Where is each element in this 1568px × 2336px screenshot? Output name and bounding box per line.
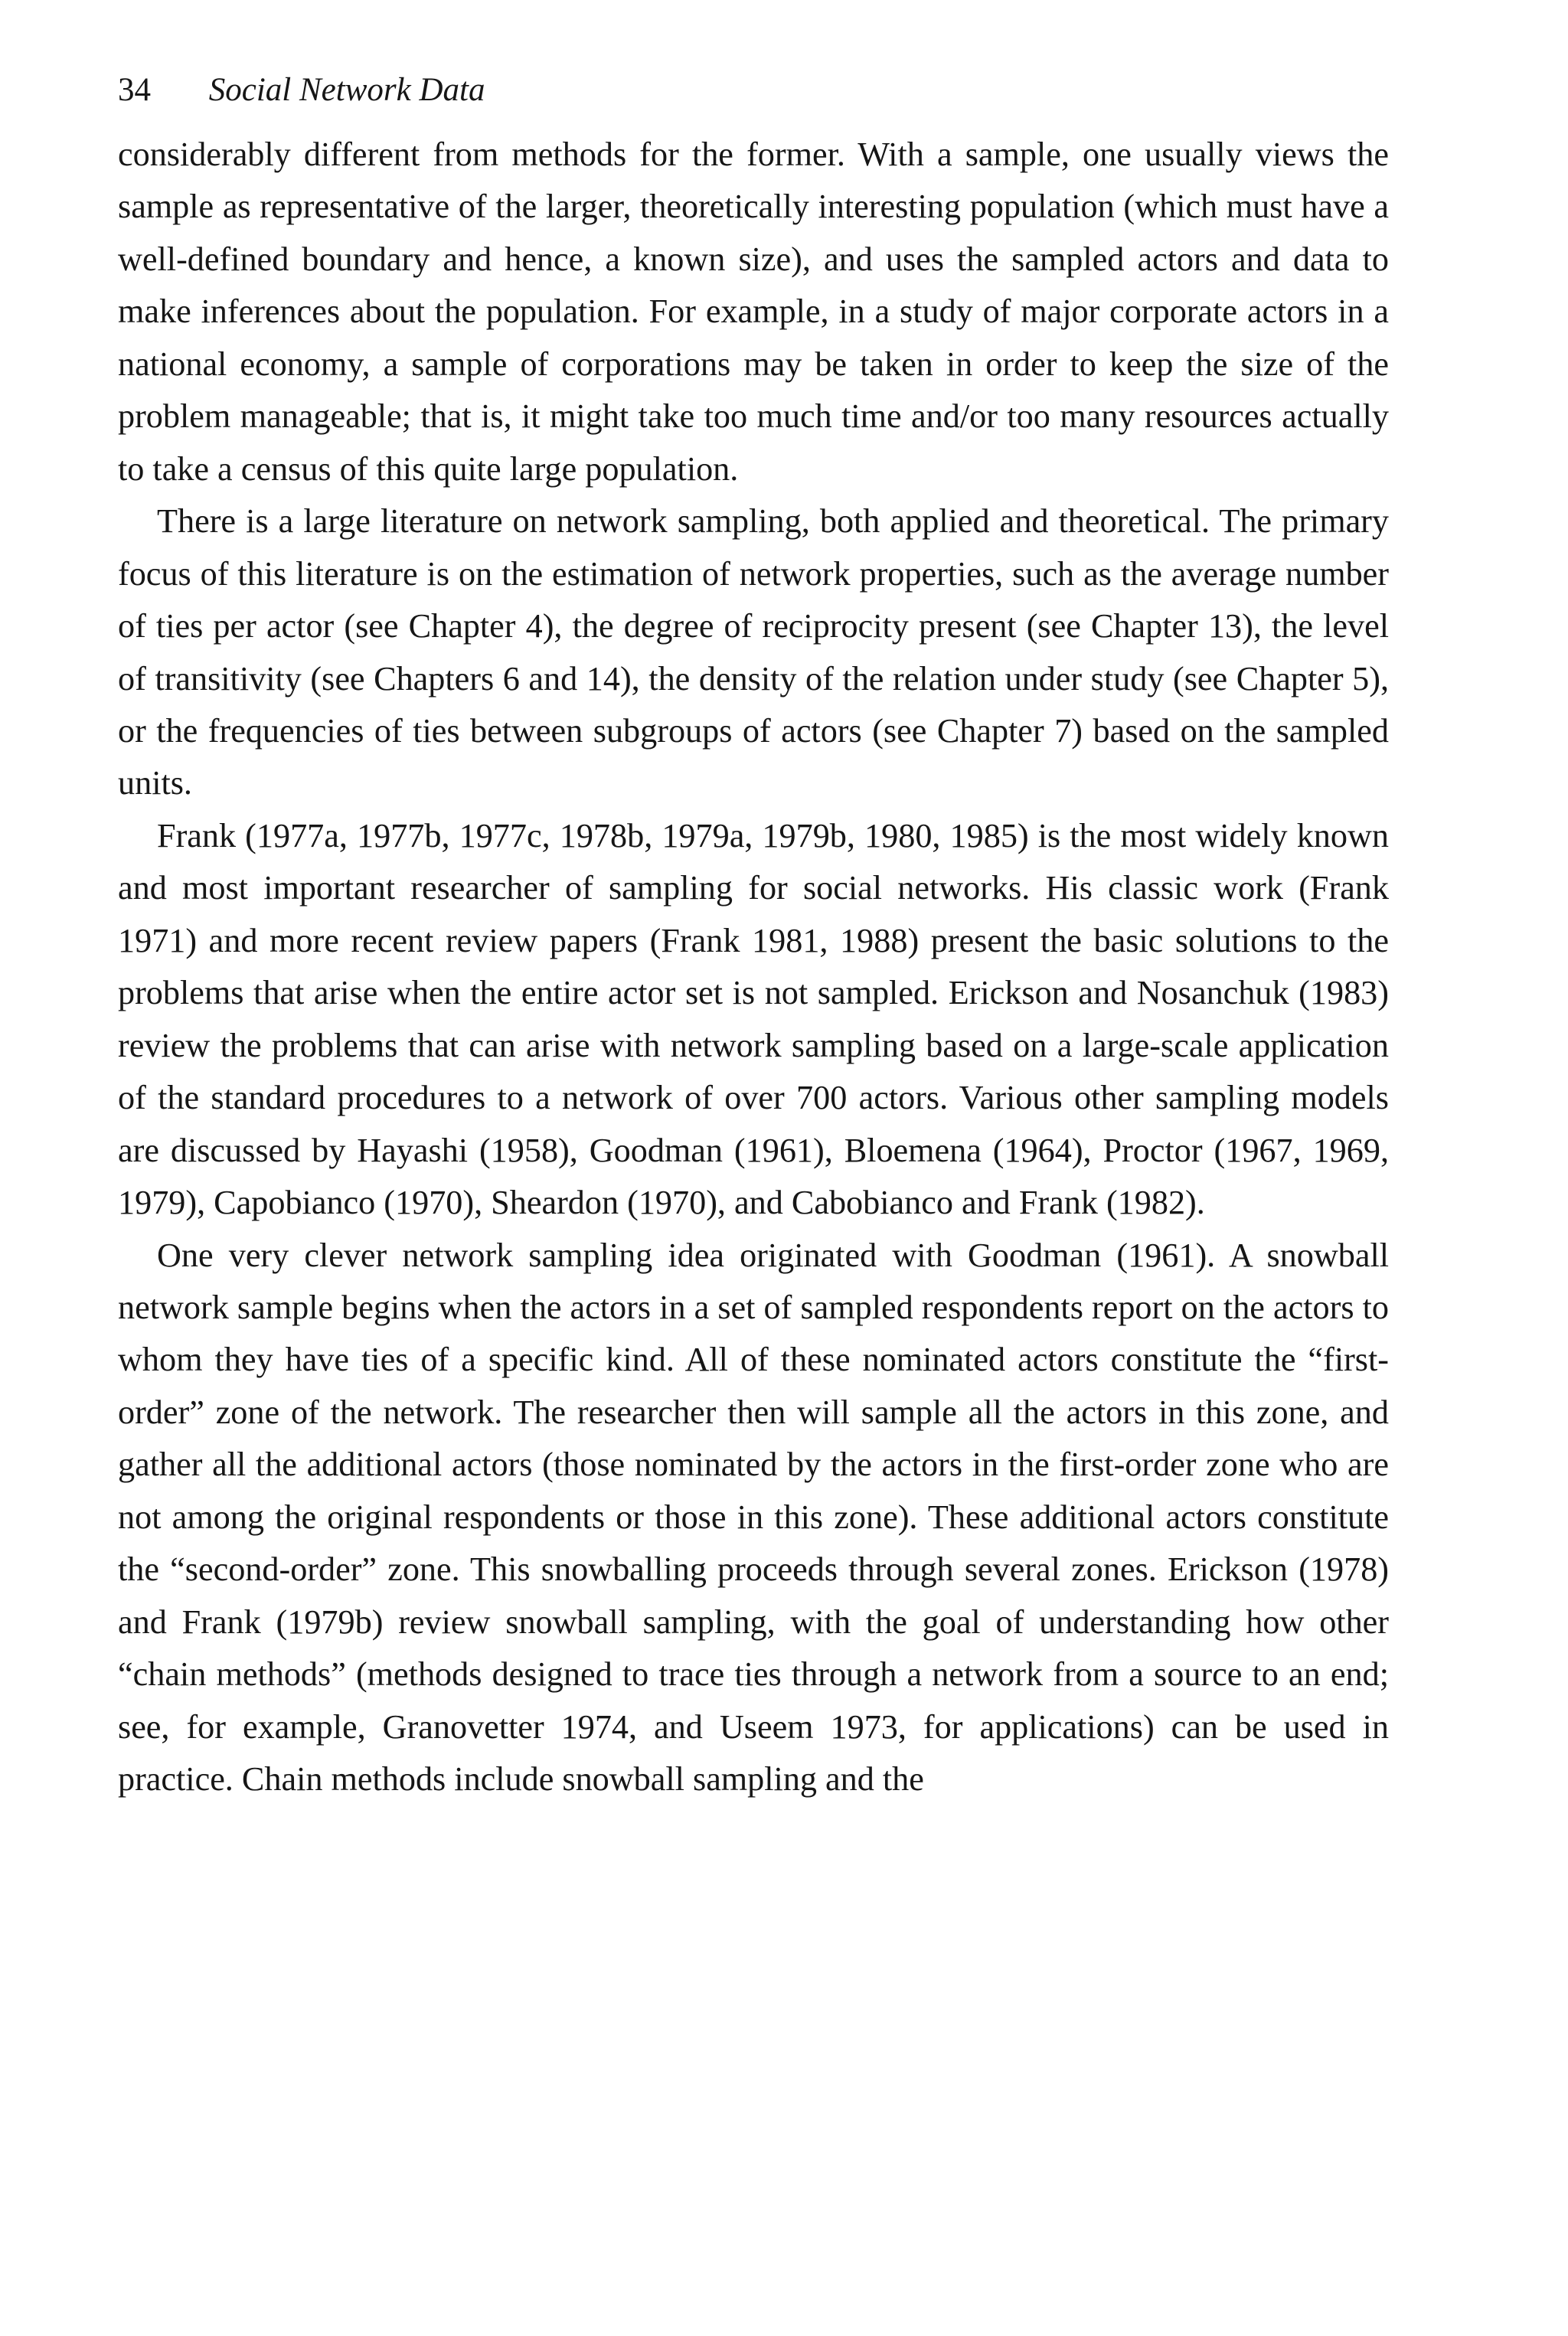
paragraph-network-sampling-literature: There is a large literature on network sampling, both applied and theoretical. The primary focus of this literature is on the estimation of network properties, such as the average number of ties per actor (see Chapter 4), the degree of reciprocity present (see Chapter 13), the level of transitivity (see Chapters 6 and 14), the density of the relation under study (see Chapter 5), or the frequencies of ties between subgroups of actors (see Chapter 7) based on the sampled units. xyxy=(118,502,1389,802)
page-header xyxy=(118,67,485,113)
paragraph-frank-sampling: Frank (1977a, 1977b, 1977c, 1978b, 1979a, 1979b, 1980, 1985) is the most widely known and most important researcher of sampling for social networks. His classic work (Frank 1971) and more recent review papers (Frank 1981, 1988) present the basic solutions to the problems that arise when the entire actor set is not sampled. Erickson and Nosanchuk (1983) review the problems that can arise with network sampling based on a large-scale application of the standard procedures to a network of over 700 actors. Various other sampling models are discussed by Hayashi (1958), Goodman (1961), Bloemena (1964), Proctor (1967, 1969, 1979), Capobianco (1970), Sheardon (1970), and Cabobianco and Frank (1982). xyxy=(118,816,1389,1222)
running-title: Social Network Data xyxy=(208,72,485,108)
page-number: 34 xyxy=(118,72,151,108)
paragraph-snowball-sampling: One very clever network sampling idea originated with Goodman (1961). A snowball network sample begins when the actors in a set of sampled respondents report on the actors to whom they have ties of a specific kind. All of these nominated actors constitute the “first-order” zone of the network. The researcher then will sample all the actors in this zone, and gather all the additional actors (those nominated by the actors in the first-order zone who are not among the original respondents or those in this zone). These additional actors constitute the “second-order” zone. This snowballing proceeds through several zones. Erickson (1978) and Frank (1979b) review snowball sampling, with the goal of understanding how other “chain methods” (methods designed to trace ties through a network from a source to an end; see, for example, Granovetter 1974, and Useem 1973, for applications) can be used in practice. Chain methods include snowball sampling and the xyxy=(118,1236,1389,1799)
body-text xyxy=(118,129,1389,1806)
paragraph-continuation: considerably different from methods for the former. With a sample, one usually views the sample as representative of the larger, theoretically interesting population (which must have a well-defined boundary and hence, a known size), and uses the sampled actors and data to make inferences about the population. For example, in a study of major corporate actors in a national economy, a sample of corporations may be taken in order to keep the size of the problem manageable; that is, it might take too much time and/or too many resources actually to take a census of this quite large population. xyxy=(118,136,1389,488)
